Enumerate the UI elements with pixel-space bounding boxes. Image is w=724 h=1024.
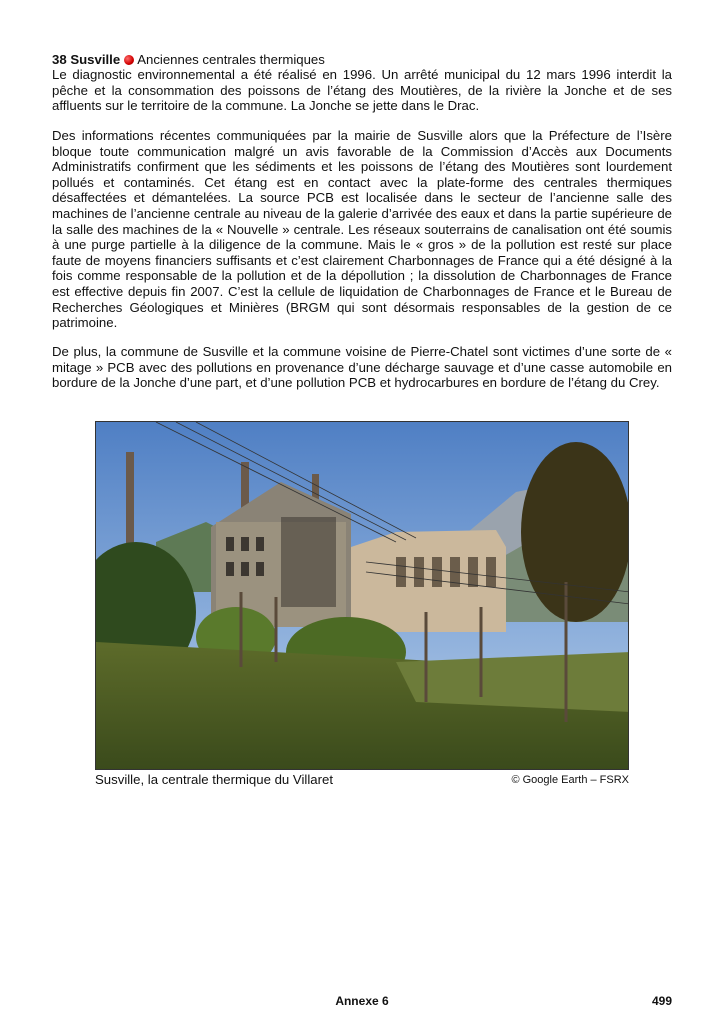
figure-credit: © Google Earth – FSRX	[511, 774, 629, 786]
paragraph-2	[52, 128, 672, 331]
paragraph-text: De plus, la commune de Susville et la commune voisine de Pierre-Chatel sont victimes d’une sorte de « mitage » PCB avec des pollutions en provenance d’une décharge sauvage et d’une casse automobile en bordure de la Jonche d’une part, et d’une pollution PCB et hydrocarbures en bordure de l’étang du Crey.	[52, 344, 672, 391]
paragraph-text: Des informations récentes communiquées par la mairie de Susville alors que la Préfecture de l’Isère bloque toute communication malgré un avis favorable de la Commission d’Accès aux Documents Administratifs confirment que les sédiments et les poissons de l’étang des Moutières sont lourdement pollués et contaminés. Cet étang est en contact avec la plate-forme des centrales thermiques désaffectées et démantelées. La source PCB est localisée dans le secteur de l’ancienne salle des machines de l’ancienne centrale au niveau de la galerie d’arrivée des eaux et dans la partie supérieure de la salle des machines de la « Nouvelle » centrale. Les réseaux souterrains de canalisation ont été soumis à une purge partielle à la diligence de la commune. Mais le « gros » de la pollution est resté sur place faute de moyens financiers suffisants et c’est clairement Charbonnages de France qui a été désigné à la fois comme responsable de la pollution et de la dépollution ; la dissolution de Charbonnages de France est effective depuis fin 2007. C’est la cellule de liquidation de Charbonnages de France et le Bureau de Recherches Géologiques et Minières (BRGM qui sont désormais responsables de la gestion de ce patrimoine.	[52, 128, 672, 331]
section-title: 38 Susville	[52, 52, 121, 67]
power-plant-photo	[95, 421, 629, 770]
paragraph-text: Le diagnostic environnemental a été réalisé en 1996. Un arrêté municipal du 12 mars 1996 interdit la pêche et la consommation des poissons de l’étang des Moutières, de la rivière la Jonche et de ses affluents sur le territoire de la commune. La Jonche se jette dans le Drac.	[52, 67, 672, 114]
paragraph-3	[52, 344, 672, 391]
photo-illustration	[96, 422, 629, 770]
footer-annex: Annexe 6	[335, 994, 389, 1008]
red-dot-icon	[124, 55, 134, 65]
section-heading	[52, 52, 325, 68]
section-subtitle: Anciennes centrales thermiques	[137, 52, 325, 67]
page-number: 499	[651, 994, 672, 1008]
paragraph-1	[52, 67, 672, 114]
figure-caption: Susville, la centrale thermique du Villaret	[95, 772, 333, 787]
